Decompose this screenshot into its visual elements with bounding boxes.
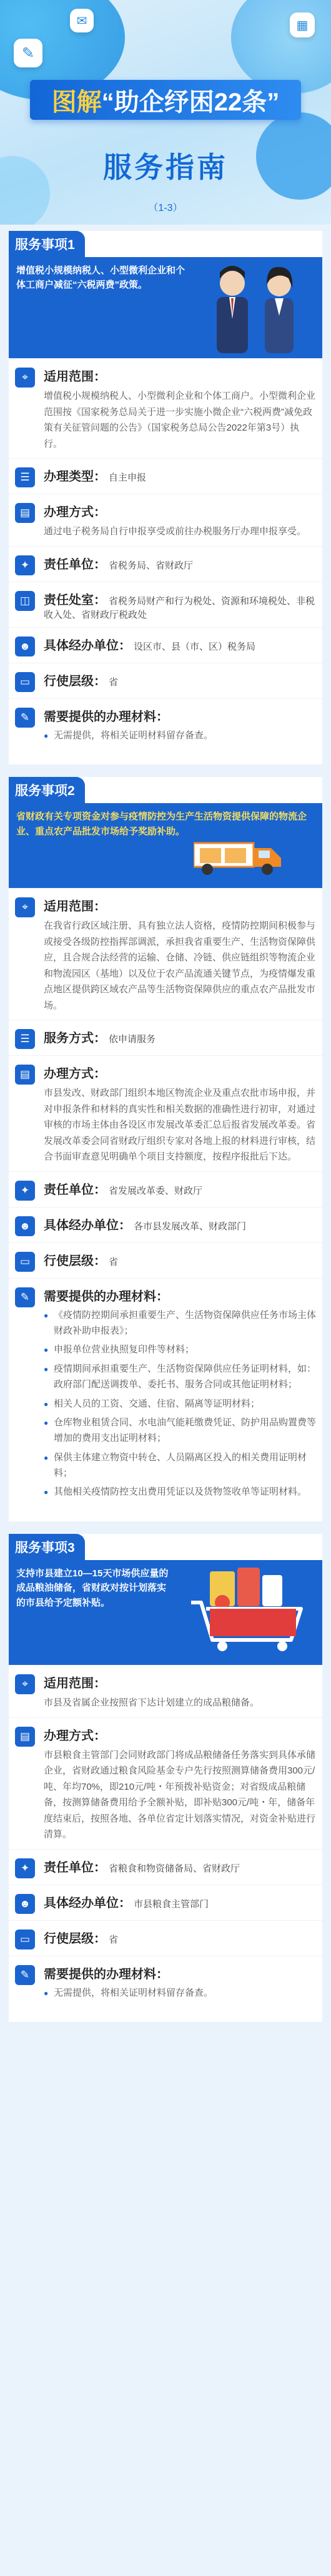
id-card-icon: ▭ bbox=[15, 1930, 35, 1949]
chat-icon: ✉ bbox=[70, 9, 94, 32]
row-type bbox=[9, 458, 322, 494]
row-label: 适用范围： bbox=[44, 900, 106, 914]
row-label: 服务方式： bbox=[44, 1032, 106, 1046]
section-banner bbox=[9, 1560, 322, 1665]
row-unit bbox=[9, 546, 322, 582]
title-bar bbox=[30, 80, 301, 120]
row-service-mode bbox=[9, 1020, 322, 1055]
bullet-icon: ● bbox=[44, 1418, 49, 1428]
bullet-icon: ● bbox=[44, 1988, 49, 1998]
location-pin-icon: ⌖ bbox=[15, 897, 35, 917]
row-text: 增值税小规模纳税人、小型微利企业和个体工商户。小型微利企业范围按《国家税务总局关于进一步实施小微企业“六税两费”减免政策有关征管问题的公告》（国家税务总局公告2022年第3号）执行。 bbox=[44, 391, 316, 449]
row-label: 责任单位： bbox=[44, 1183, 106, 1197]
id-card-icon: ▭ bbox=[15, 1252, 35, 1272]
row-label: 适用范围： bbox=[44, 1677, 106, 1690]
banner-text: 增值税小规模纳税人、小型微利企业和个体工商户减征“六税两费”政策。 bbox=[16, 265, 185, 291]
service-section-1 bbox=[9, 231, 322, 764]
officials-illustration bbox=[195, 260, 314, 353]
row-label: 具体经办单位： bbox=[44, 1218, 131, 1232]
header-banner bbox=[0, 0, 331, 225]
bullet-text: 申报单位营业执照复印件等材料； bbox=[54, 1344, 195, 1355]
row-materials bbox=[9, 1278, 322, 1506]
bullet-text: 其他相关疫情防控支出费用凭证以及货物签收单等证明材料。 bbox=[54, 1486, 307, 1498]
page-range: （1-3） bbox=[148, 203, 183, 213]
row-handler bbox=[9, 627, 322, 663]
list-item bbox=[44, 1450, 316, 1481]
row-text: 市县及省属企业按照省下达计划建立的成品粮储备。 bbox=[44, 1697, 260, 1708]
list-item bbox=[44, 1986, 316, 2001]
bullet-icon: ● bbox=[44, 1488, 49, 1497]
row-scope bbox=[9, 358, 322, 458]
row-scope bbox=[9, 1665, 322, 1717]
section-tab: 服务事项2 bbox=[9, 777, 85, 803]
row-label: 适用范围： bbox=[44, 370, 106, 384]
edit-icon: ✎ bbox=[15, 1287, 35, 1307]
row-unit bbox=[9, 1849, 322, 1885]
list-item bbox=[44, 1362, 316, 1393]
banner-text: 省财政有关专项资金对参与疫情防控为生产生活物资提供保障的物流企业、重点农产品批发市场给予奖励补助。 bbox=[16, 811, 307, 837]
row-value: 省税务局财产和行为税处、资源和环境税处、非税收入处、省财政厅税政处 bbox=[44, 595, 315, 620]
list-item bbox=[44, 728, 316, 744]
row-label: 办理类型： bbox=[44, 470, 106, 484]
bullet-text: 保供主体建立物资中转仓、人员隔离区投入的相关费用证明材料； bbox=[54, 1451, 307, 1478]
location-pin-icon: ⌖ bbox=[15, 1674, 35, 1694]
document-icon: ▤ bbox=[15, 1727, 35, 1747]
edit-icon: ✎ bbox=[15, 1965, 35, 1985]
row-scope bbox=[9, 888, 322, 1020]
bullet-icon: ● bbox=[44, 1345, 49, 1355]
row-label: 责任处室： bbox=[44, 593, 106, 607]
row-handler bbox=[9, 1885, 322, 1920]
grocery-cart-illustration bbox=[185, 1565, 310, 1652]
row-level bbox=[9, 663, 322, 698]
row-label: 行使层级： bbox=[44, 1254, 106, 1268]
row-label: 办理方式： bbox=[44, 505, 106, 519]
people-icon: ☻ bbox=[15, 637, 35, 656]
bullet-icon: ● bbox=[44, 731, 49, 740]
people-icon: ☻ bbox=[15, 1216, 35, 1236]
document-icon: ✎ bbox=[14, 39, 42, 67]
bullet-icon: ● bbox=[44, 1365, 49, 1373]
row-label: 责任单位： bbox=[44, 557, 106, 572]
row-materials bbox=[9, 698, 322, 750]
row-label: 行使层级： bbox=[44, 1931, 106, 1946]
row-office bbox=[9, 582, 322, 627]
clipboard-icon: ☰ bbox=[15, 1029, 35, 1049]
row-label: 具体经办单位： bbox=[44, 1896, 131, 1910]
bullet-text: 无需提供，将相关证明材料留存备查。 bbox=[54, 1987, 214, 1998]
document-icon: ▤ bbox=[15, 503, 35, 523]
row-value: 自主申报 bbox=[109, 472, 147, 483]
bullet-text: 仓库物业租赁合同、水电油气能耗缴费凭证、防护用品购置费等增加的费用支出证明材料； bbox=[54, 1417, 317, 1443]
row-label: 行使层级： bbox=[44, 674, 106, 688]
badge-icon: ✦ bbox=[15, 1181, 35, 1201]
row-method bbox=[9, 1055, 322, 1171]
bullet-text: 相关人员的工资、交通、住宿、隔离等证明材料； bbox=[54, 1398, 260, 1409]
section-tab: 服务事项3 bbox=[9, 1534, 85, 1560]
bullet-text: 疫情期间承担重要生产、生活物资保障供应任务证明材料，如：政府部门配送调拨单、委托书、服务合同或其他证明材料； bbox=[54, 1364, 317, 1390]
id-card-icon: ▭ bbox=[15, 672, 35, 692]
service-section-3 bbox=[9, 1534, 322, 2022]
list-item bbox=[44, 1485, 316, 1500]
row-value: 设区市、县（市、区）税务局 bbox=[134, 641, 256, 652]
row-text: 市县发改、财政部门组织本地区物流企业及重点农批市场申报，并对申报条件和材料的真实性和相关数据的准确性进行初审，对通过审核的市场主体由各设区市发展改革委汇总后报省发展改革委。省发展改革委会同省财政厅组织专家对各地上报的材料进行审核，结合书面审查意见明确单个项目支持额度，按程序报批后下达。 bbox=[44, 1088, 316, 1163]
list-item bbox=[44, 1397, 316, 1412]
truck-illustration bbox=[194, 839, 287, 877]
row-materials bbox=[9, 1956, 322, 2008]
row-level bbox=[9, 1920, 322, 1956]
row-level bbox=[9, 1242, 322, 1278]
section-banner bbox=[9, 257, 322, 358]
document-icon: ▤ bbox=[15, 1065, 35, 1085]
page-subtitle: 服务指南 bbox=[103, 151, 228, 183]
row-value: 省税务局、省财政厅 bbox=[109, 560, 194, 571]
people-icon: ☻ bbox=[15, 1894, 35, 1914]
row-value: 省 bbox=[109, 676, 119, 688]
row-text: 市县粮食主管部门会同财政部门将成品粮储备任务落实到具体承储企业，省财政通过粮食风险基金专户先行按照测算储备费用300元/吨、年均70%，即210元/吨・年预拨补贴资金；对省级成品粮储备，按测算储备费用给予全额补贴，即补贴300元/吨・年，储备年度结束后，按照各地、各单位省定计划落实情况，对资金补贴进行清算。 bbox=[44, 1749, 316, 1840]
row-handler bbox=[9, 1207, 322, 1242]
row-unit bbox=[9, 1171, 322, 1207]
row-method bbox=[9, 1717, 322, 1849]
row-value: 省 bbox=[109, 1934, 119, 1945]
bullet-text: 无需提供，将相关证明材料留存备查。 bbox=[54, 729, 214, 741]
row-value: 市县粮食主管部门 bbox=[134, 1898, 209, 1910]
row-label: 办理方式： bbox=[44, 1729, 106, 1743]
row-label: 需要提供的办理材料： bbox=[44, 1289, 169, 1304]
row-value: 省 bbox=[109, 1256, 119, 1267]
bullet-icon: ● bbox=[44, 1399, 49, 1408]
badge-icon: ✦ bbox=[15, 555, 35, 575]
banner-text: 支持市县建立10—15天市场供应量的成品粮油储备，省财政对按计划落实的市县给予定额补贴。 bbox=[16, 1568, 169, 1608]
row-text: 通过电子税务局自行申报享受或前往办税服务厅办理申报享受。 bbox=[44, 526, 307, 537]
row-value: 依申请服务 bbox=[109, 1034, 156, 1045]
row-text: 在我省行政区域注册、具有独立法人资格，疫情防控期间积极参与或接受各级防控指挥部调派，承担我省重要生产、生活物资保障供应，且合规合法经营的运输、仓储、冷链、供应链组织等物流企业和物流园区（基地）以及位于农产品流通关键节点，为疫情爆发重点地区提供跨区域农产品等生活物资保障供应的重点农产品批发市场。 bbox=[44, 920, 316, 1011]
row-value: 省发展改革委、财政厅 bbox=[109, 1185, 203, 1196]
clipboard-icon: ☰ bbox=[15, 467, 35, 487]
list-item bbox=[44, 1308, 316, 1339]
location-pin-icon: ⌖ bbox=[15, 368, 35, 388]
row-value: 各市县发展改革、财政部门 bbox=[134, 1221, 247, 1232]
row-label: 需要提供的办理材料： bbox=[44, 1967, 169, 1981]
list-item bbox=[44, 1342, 316, 1358]
badge-icon: ✦ bbox=[15, 1858, 35, 1878]
service-section-2 bbox=[9, 777, 322, 1521]
grid-icon: ▦ bbox=[290, 12, 315, 37]
title-part1: 图解 bbox=[51, 88, 102, 116]
section-banner bbox=[9, 803, 322, 888]
row-label: 责任单位： bbox=[44, 1860, 106, 1875]
bullet-icon: ● bbox=[44, 1453, 49, 1462]
title-part2: “助企纾困22条” bbox=[101, 88, 280, 116]
bullet-text: 《疫情防控期间承担重要生产、生活物资保障供应任务市场主体财政补助申报表》； bbox=[54, 1309, 317, 1336]
row-value: 省粮食和物资储备局、省财政厅 bbox=[109, 1863, 240, 1874]
row-method bbox=[9, 494, 322, 546]
book-icon: ◫ bbox=[15, 591, 35, 611]
row-label: 办理方式： bbox=[44, 1067, 106, 1081]
row-label: 需要提供的办理材料： bbox=[44, 710, 169, 724]
row-label: 具体经办单位： bbox=[44, 638, 131, 653]
edit-icon: ✎ bbox=[15, 708, 35, 728]
bullet-icon: ● bbox=[44, 1310, 49, 1320]
list-item bbox=[44, 1415, 316, 1447]
section-tab: 服务事项1 bbox=[9, 231, 85, 257]
